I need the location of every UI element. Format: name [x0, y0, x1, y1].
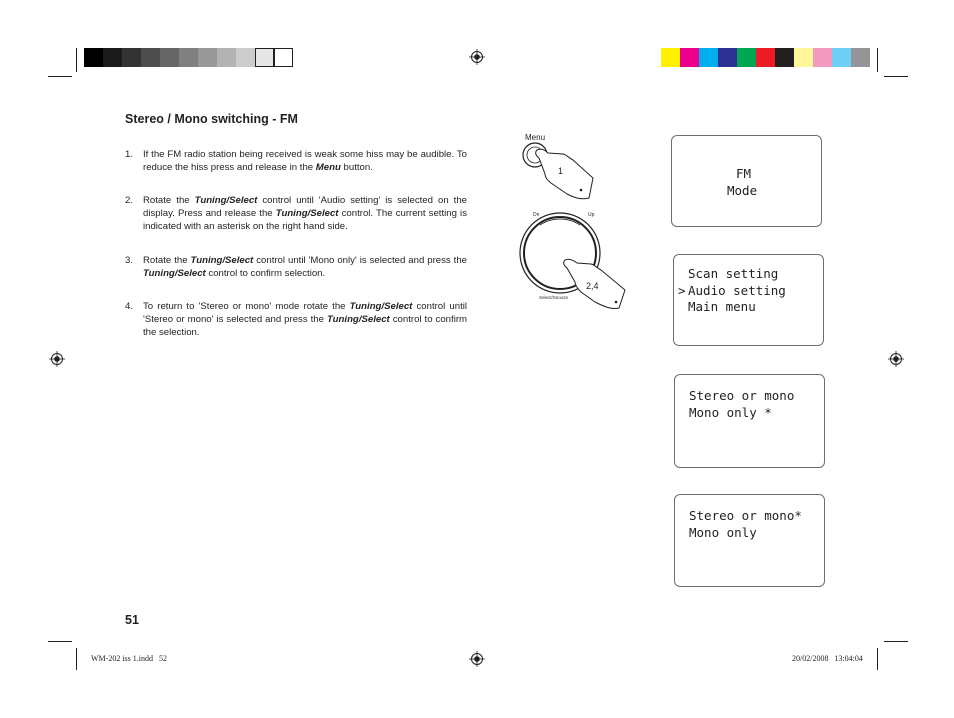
pointing-hand-icon	[536, 149, 593, 199]
dial-up-label: Up	[588, 212, 595, 218]
color-swatch	[680, 48, 699, 67]
color-swatch	[255, 48, 274, 67]
registration-mark-icon	[49, 351, 65, 367]
slug-date: 20/02/2008 13:04:04	[792, 654, 863, 663]
crop-mark	[76, 48, 77, 72]
display-line: Mono only *	[689, 405, 772, 420]
color-swatch	[718, 48, 737, 67]
registration-mark-icon	[469, 49, 485, 65]
crop-mark	[877, 48, 878, 72]
menu-label: Menu	[525, 133, 546, 142]
color-swatch	[198, 48, 217, 67]
section-heading: Stereo / Mono switching - FM	[125, 112, 298, 126]
color-swatch	[122, 48, 141, 67]
crop-mark	[48, 76, 72, 77]
selector-arrow: >	[678, 283, 686, 298]
step-4	[125, 300, 467, 339]
registration-mark-icon	[888, 351, 904, 367]
dial-dn-label: Dn	[533, 212, 540, 218]
color-swatch	[756, 48, 775, 67]
display-line: Main menu	[688, 299, 756, 314]
color-swatch	[832, 48, 851, 67]
step-number: 1.	[125, 149, 134, 160]
step-number: 2.	[125, 195, 134, 206]
dial-select-label: Select/Snooze	[539, 295, 569, 300]
step-number: 3.	[125, 255, 134, 266]
crop-mark	[76, 648, 77, 670]
color-swatch	[851, 48, 870, 67]
display-line: FM	[736, 166, 752, 181]
color-swatch	[661, 48, 680, 67]
display-line: Mode	[727, 183, 758, 198]
step-text: Rotate the Tuning/Select control until 'Audio setting' is selected on the display. Press and release the Tuning/Select control. The current setting is indicated with an asterisk on the right hand side.	[143, 195, 468, 232]
dial-step-label: 2,4	[586, 281, 599, 291]
step-text: To return to 'Stereo or mono' mode rotate the Tuning/Select control until 'Stereo or mono' is selected and press the Tuning/Select control to confirm the selection.	[143, 301, 468, 338]
display-line: Stereo or mono*	[689, 508, 802, 523]
color-swatch	[737, 48, 756, 67]
color-swatch	[236, 48, 255, 67]
color-swatch	[160, 48, 179, 67]
crop-mark	[48, 641, 72, 642]
color-swatch	[103, 48, 122, 67]
display-fm-mode	[671, 135, 822, 227]
step-2	[125, 194, 467, 233]
color-swatch	[794, 48, 813, 67]
display-line: Scan setting	[688, 266, 779, 281]
color-swatch	[775, 48, 794, 67]
display-audio-stereo-selected	[674, 494, 825, 587]
color-swatch	[699, 48, 718, 67]
crop-mark	[884, 76, 908, 77]
step-3	[125, 254, 467, 280]
step-text: If the FM radio station being received is weak some hiss may be audible. To reduce the hiss press and release in the Menu button.	[143, 149, 467, 173]
menu-step-label: 1	[558, 166, 564, 176]
color-swatch	[179, 48, 198, 67]
page-number: 51	[125, 613, 139, 627]
crop-mark	[877, 648, 878, 670]
display-audio-mono-selected	[674, 374, 825, 468]
display-menu	[673, 254, 824, 346]
display-line: Mono only	[689, 525, 757, 540]
color-swatch	[813, 48, 832, 67]
controls-illustration	[515, 128, 635, 313]
display-line: Stereo or mono	[689, 388, 795, 403]
step-text: Rotate the Tuning/Select control until 'Mono only' is selected and press the Tuning/Select control to confirm selection.	[143, 255, 468, 279]
color-swatch	[274, 48, 293, 67]
step-number: 4.	[125, 301, 134, 312]
crop-mark	[884, 641, 908, 642]
display-line: Audio setting	[688, 283, 786, 298]
step-1	[125, 148, 467, 174]
registration-mark-icon	[469, 651, 485, 667]
color-swatch	[141, 48, 160, 67]
color-swatch	[84, 48, 103, 67]
color-swatch	[217, 48, 236, 67]
slug-file: WM-202 iss 1.indd 52	[91, 654, 167, 663]
